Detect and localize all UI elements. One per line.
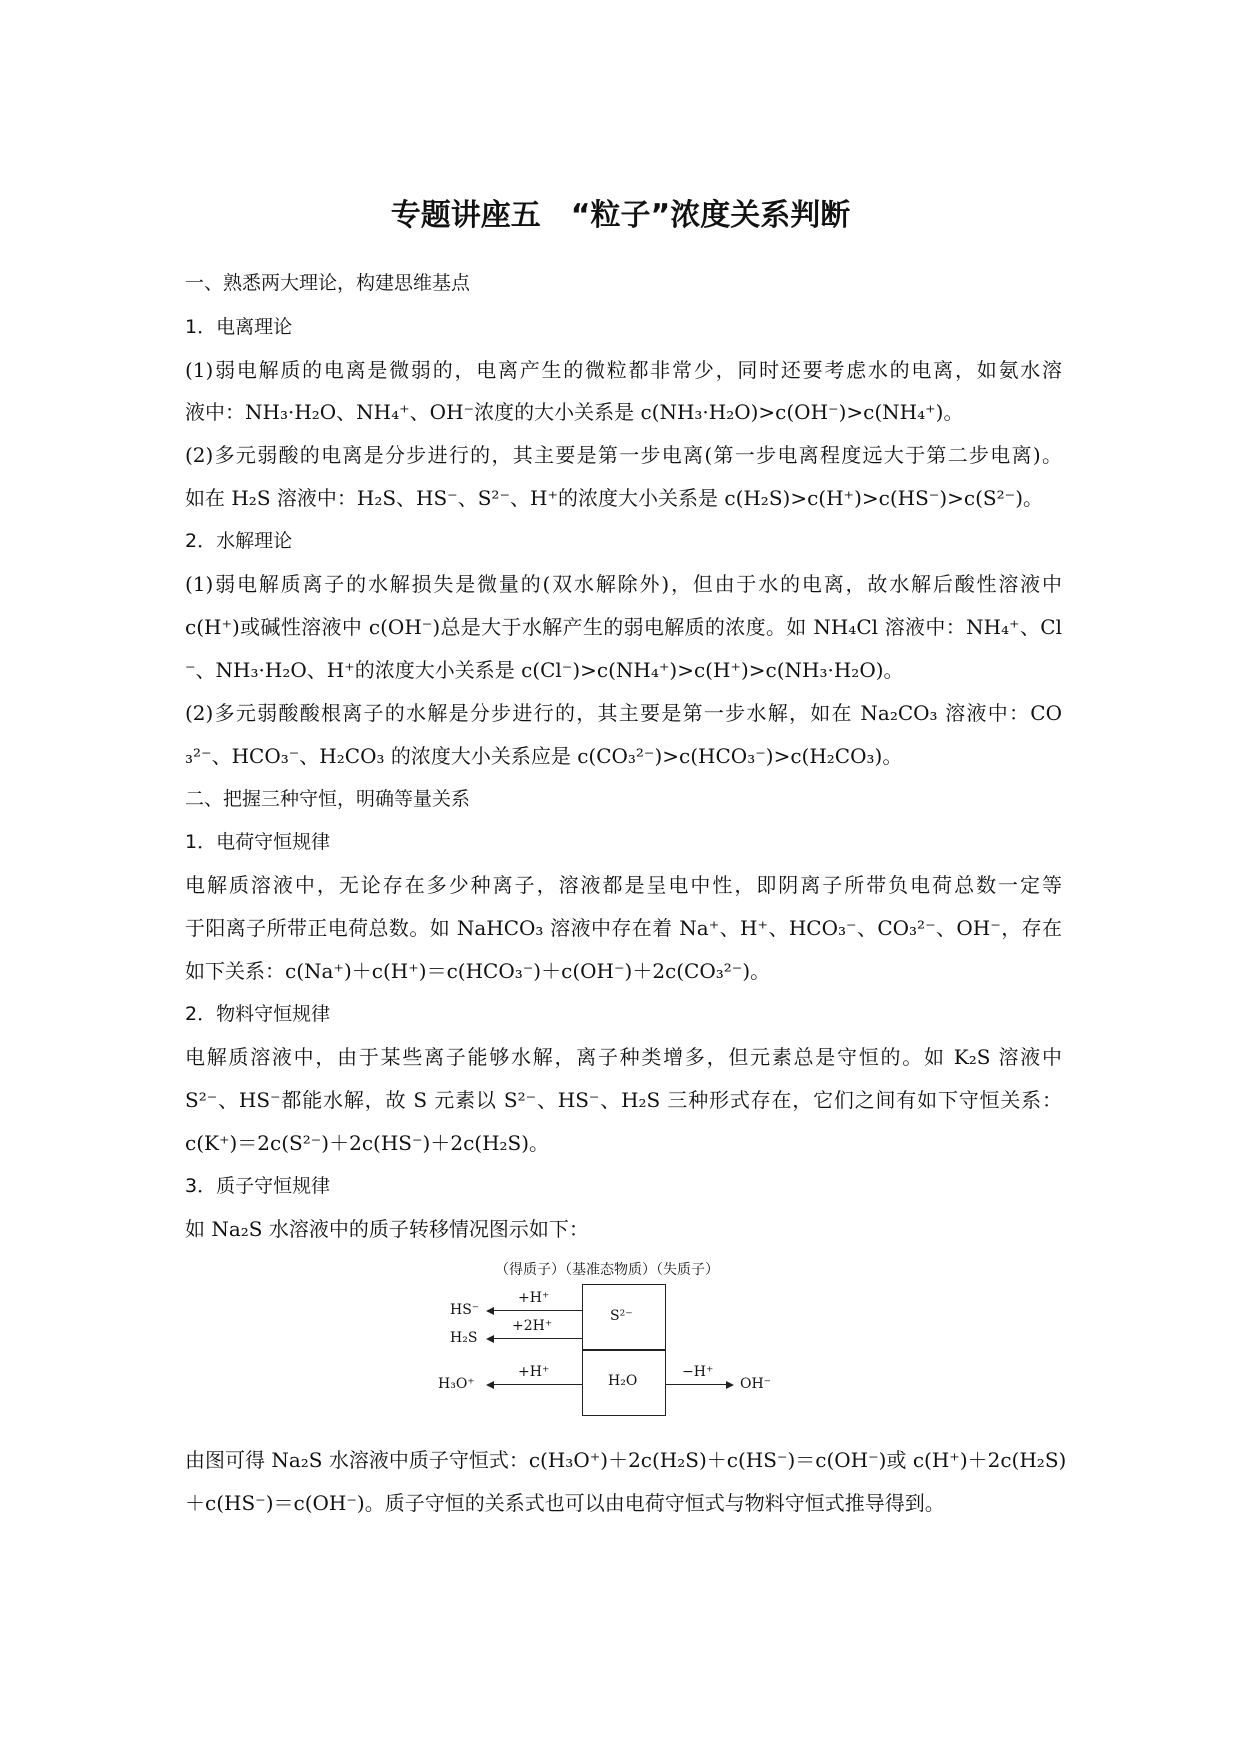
arrow-left xyxy=(490,1384,582,1385)
subheading-hydrolysis: 2．水解理论 xyxy=(185,530,293,552)
plus-h-label: +H⁺ xyxy=(518,1364,550,1380)
text-line: c(H⁺)或碱性溶液中 c(OH⁻)总是大于水解产生的弱电解质的浓度。如 NH₄Cl 溶液中：NH₄⁺、Cl xyxy=(185,615,1062,639)
text-line: 如 Na₂S 水溶液中的质子转移情况图示如下： xyxy=(185,1217,589,1241)
h3o-label: H₃O⁺ xyxy=(438,1376,475,1392)
h2s-label: H₂S xyxy=(450,1330,478,1346)
text-line: S²⁻、HS⁻都能水解，故 S 元素以 S²⁻、HS⁻、H₂S 三种形式存在，它们之间有如下守恒关系： xyxy=(185,1088,1062,1112)
text-line: ＋c(HS⁻)＝c(OH⁻)。质子守恒的关系式也可以由电荷守恒式与物料守恒式推导得到。 xyxy=(185,1491,945,1515)
text-line: 如在 H₂S 溶液中：H₂S、HS⁻、S²⁻、H⁺的浓度大小关系是 c(H₂S)>c(H⁺)>c(HS⁻)>c(S²⁻)。 xyxy=(185,486,1043,510)
hs-label: HS⁻ xyxy=(450,1302,480,1318)
text-line: 电解质溶液中，由于某些离子能够水解，离子种类增多，但元素总是守恒的。如 K₂S 溶液中 xyxy=(185,1045,1062,1069)
proton-transfer-diagram xyxy=(438,1262,780,1422)
text-line: ₃²⁻、HCO₃⁻、H₂CO₃ 的浓度大小关系应是 c(CO₃²⁻)>c(HCO₃⁻)>c(H₂CO₃)。 xyxy=(185,744,903,768)
subheading-proton: 3．质子守恒规律 xyxy=(185,1175,331,1197)
arrow-right xyxy=(666,1384,728,1385)
oh-label: OH⁻ xyxy=(740,1376,772,1392)
text-line: (1)弱电解质离子的水解损失是微量的(双水解除外)，但由于水的电离，故水解后酸性溶液中 xyxy=(185,572,1062,596)
section-heading-2: 二、把握三种守恒，明确等量关系 xyxy=(185,788,471,810)
plus-h-label: +H⁺ xyxy=(518,1290,550,1306)
arrowhead-icon xyxy=(486,1307,494,1315)
diagram-header: （得质子）（基准态物质）（失质子） xyxy=(495,1262,719,1278)
subheading-material: 2．物料守恒规律 xyxy=(185,1003,331,1025)
text-line: 由图可得 Na₂S 水溶液中质子守恒式：c(H₃O⁺)＋2c(H₂S)＋c(HS⁻)＝c(OH⁻)或 c(H⁺)＋2c(H₂S) xyxy=(185,1448,1067,1472)
arrow-left xyxy=(490,1310,582,1311)
text-line: ⁻、NH₃·H₂O、H⁺的浓度大小关系是 c(Cl⁻)>c(NH₄⁺)>c(H⁺)>c(NH₃·H₂O)。 xyxy=(185,658,904,682)
arrowhead-icon xyxy=(486,1381,494,1389)
arrow-left xyxy=(490,1338,582,1339)
text-line: (2)多元弱酸酸根离子的水解是分步进行的，其主要是第一步水解，如在 Na₂CO₃ 溶液中：CO xyxy=(185,701,1062,725)
text-line: 于阳离子所带正电荷总数。如 NaHCO₃ 溶液中存在着 Na⁺、H⁺、HCO₃⁻、CO₃²⁻、OH⁻，存在 xyxy=(185,916,1062,940)
plus-2h-label: +2H⁺ xyxy=(512,1318,553,1334)
page-title: 专题讲座五 “粒子”浓度关系判断 xyxy=(390,198,851,233)
arrowhead-icon xyxy=(726,1381,734,1389)
s2-label: S²⁻ xyxy=(610,1308,633,1324)
text-line: c(K⁺)＝2c(S²⁻)＋2c(HS⁻)＋2c(H₂S)。 xyxy=(185,1131,550,1155)
text-line: (2)多元弱酸的电离是分步进行的，其主要是第一步电离(第一步电离程度远大于第二步电离)。 xyxy=(185,443,1062,467)
section-heading-1: 一、熟悉两大理论，构建思维基点 xyxy=(185,272,471,294)
subheading-charge: 1．电荷守恒规律 xyxy=(185,831,331,853)
text-line: 电解质溶液中，无论存在多少种离子，溶液都是呈电中性，即阴离子所带负电荷总数一定等 xyxy=(185,873,1062,897)
text-line: 液中：NH₃·H₂O、NH₄⁺、OH⁻浓度的大小关系是 c(NH₃·H₂O)>c(OH⁻)>c(NH₄⁺)。 xyxy=(185,400,964,424)
text-line: (1)弱电解质的电离是微弱的，电离产生的微粒都非常少，同时还要考虑水的电离，如氨水溶 xyxy=(185,358,1062,382)
minus-h-label: −H⁺ xyxy=(682,1364,714,1380)
h2o-label: H₂O xyxy=(608,1373,638,1389)
subheading-ionization: 1．电离理论 xyxy=(185,316,293,338)
text-line: 如下关系：c(Na⁺)＋c(H⁺)＝c(HCO₃⁻)＋c(OH⁻)＋2c(CO₃²⁻)。 xyxy=(185,959,771,983)
arrowhead-icon xyxy=(486,1335,494,1343)
